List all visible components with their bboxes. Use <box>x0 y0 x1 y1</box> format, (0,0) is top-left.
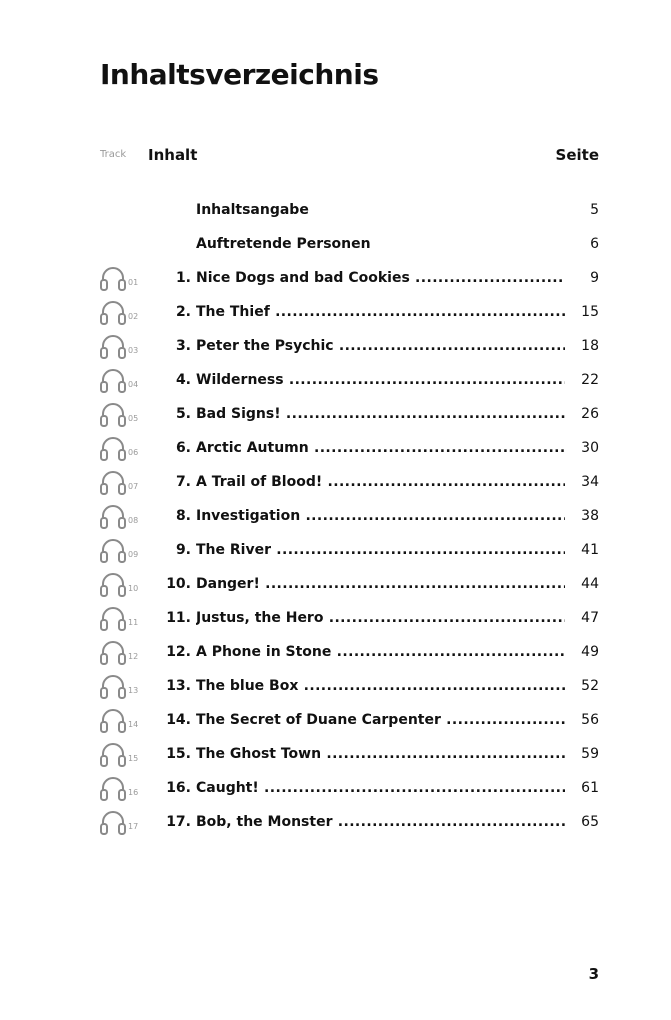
headphones-icon[interactable] <box>98 400 128 430</box>
entry-page: 9 <box>590 270 599 286</box>
entry-page: 34 <box>581 474 599 490</box>
chapter-number: 12. <box>166 644 191 660</box>
chapter-title: The Secret of Duane Carpenter <box>196 712 441 728</box>
track-column-label: Track <box>100 149 127 160</box>
track-number: 17 <box>128 822 139 831</box>
toc-entry-chapter[interactable] <box>0 366 671 396</box>
chapter-title: Peter the Psychic <box>196 338 334 354</box>
headphones-icon[interactable] <box>98 570 128 600</box>
dot-leader <box>196 474 565 496</box>
track-number: 06 <box>128 448 139 457</box>
chapter-number: 17. <box>166 814 191 830</box>
chapter-title: Arctic Autumn <box>196 440 309 456</box>
page-number: 3 <box>588 965 599 983</box>
entry-page: 18 <box>581 338 599 354</box>
toc-entry-chapter[interactable] <box>0 400 671 430</box>
chapter-number: 3. <box>175 338 191 354</box>
entry-page: 49 <box>581 644 599 660</box>
content-column-label: Inhalt <box>148 146 198 164</box>
toc-entry-chapter[interactable] <box>0 502 671 532</box>
chapter-number: 7. <box>175 474 191 490</box>
dot-leader <box>196 406 565 428</box>
chapter-number: 4. <box>175 372 191 388</box>
chapter-number: 14. <box>166 712 191 728</box>
entry-page: 38 <box>581 508 599 524</box>
chapter-number: 15. <box>166 746 191 762</box>
headphones-icon[interactable] <box>98 434 128 464</box>
chapter-title: Wilderness <box>196 372 284 388</box>
toc-entry-chapter[interactable] <box>0 706 671 736</box>
chapter-title: Investigation <box>196 508 301 524</box>
track-number: 13 <box>128 686 139 695</box>
headphones-icon[interactable] <box>98 638 128 668</box>
entry-page: 30 <box>581 440 599 456</box>
entry-page: 56 <box>581 712 599 728</box>
entry-page: 44 <box>581 576 599 592</box>
chapter-number: 10. <box>166 576 191 592</box>
headphones-icon[interactable] <box>98 774 128 804</box>
entry-page: 61 <box>581 780 599 796</box>
toc-entry-chapter[interactable] <box>0 298 671 328</box>
dot-leader <box>196 440 565 462</box>
dot-leader <box>196 576 565 598</box>
headphones-icon[interactable] <box>98 706 128 736</box>
chapter-title: Danger! <box>196 576 260 592</box>
entry-page: 65 <box>581 814 599 830</box>
dot-leader <box>196 610 565 632</box>
track-number: 08 <box>128 516 139 525</box>
chapter-title: The Ghost Town <box>196 746 322 762</box>
track-number: 10 <box>128 584 139 593</box>
headphones-icon[interactable] <box>98 536 128 566</box>
chapter-title: The blue Box <box>196 678 299 694</box>
chapter-number: 2. <box>175 304 191 320</box>
toc-entry-chapter[interactable] <box>0 638 671 668</box>
dot-leader <box>196 644 565 666</box>
chapter-title: Bob, the Monster <box>196 814 333 830</box>
dot-leader <box>196 780 565 802</box>
track-number: 11 <box>128 618 139 627</box>
chapter-title: Bad Signs! <box>196 406 281 422</box>
entry-page: 15 <box>581 304 599 320</box>
chapter-number: 16. <box>166 780 191 796</box>
dot-leader <box>196 372 565 394</box>
entry-title: Auftretende Personen <box>196 236 371 252</box>
headphones-icon[interactable] <box>98 502 128 532</box>
track-number: 09 <box>128 550 139 559</box>
dot-leader <box>196 678 565 700</box>
track-number: 04 <box>128 380 139 389</box>
page-title: Inhaltsverzeichnis <box>100 58 379 91</box>
toc-entry-chapter[interactable] <box>0 570 671 600</box>
headphones-icon[interactable] <box>98 298 128 328</box>
toc-entry-chapter[interactable] <box>0 434 671 464</box>
headphones-icon[interactable] <box>98 808 128 838</box>
headphones-icon[interactable] <box>98 332 128 362</box>
track-number: 03 <box>128 346 139 355</box>
dot-leader <box>196 746 565 768</box>
toc-entry-chapter[interactable] <box>0 808 671 838</box>
entry-page: 22 <box>581 372 599 388</box>
headphones-icon[interactable] <box>98 366 128 396</box>
dot-leader <box>196 542 565 564</box>
headphones-icon[interactable] <box>98 604 128 634</box>
track-number: 12 <box>128 652 139 661</box>
chapter-title: A Trail of Blood! <box>196 474 323 490</box>
chapter-number: 9. <box>175 542 191 558</box>
toc-entry-chapter[interactable] <box>0 264 671 294</box>
headphones-icon[interactable] <box>98 740 128 770</box>
track-number: 01 <box>128 278 139 287</box>
track-number: 02 <box>128 312 139 321</box>
toc-entry-auftretende-personen[interactable] <box>0 230 671 260</box>
entry-page: 47 <box>581 610 599 626</box>
chapter-number: 6. <box>175 440 191 456</box>
chapter-number: 1. <box>175 270 191 286</box>
chapter-number: 11. <box>166 610 191 626</box>
toc-entry-chapter[interactable] <box>0 740 671 770</box>
track-number: 15 <box>128 754 139 763</box>
toc-entry-chapter[interactable] <box>0 672 671 702</box>
toc-entry-chapter[interactable] <box>0 332 671 362</box>
chapter-title: Justus, the Hero <box>196 610 324 626</box>
toc-entry-chapter[interactable] <box>0 774 671 804</box>
track-number: 16 <box>128 788 139 797</box>
chapter-title: Nice Dogs and bad Cookies <box>196 270 410 286</box>
dot-leader <box>196 712 565 734</box>
page-column-label: Seite <box>555 146 599 164</box>
entry-page: 52 <box>581 678 599 694</box>
dot-leader <box>196 508 565 530</box>
toc-entry-chapter[interactable] <box>0 536 671 566</box>
entry-page: 5 <box>590 202 599 218</box>
dot-leader <box>196 338 565 360</box>
entry-page: 59 <box>581 746 599 762</box>
entry-title: Inhaltsangabe <box>196 202 309 218</box>
entry-page: 26 <box>581 406 599 422</box>
dot-leader <box>196 814 565 836</box>
entry-page: 6 <box>590 236 599 252</box>
headphones-icon[interactable] <box>98 672 128 702</box>
track-number: 14 <box>128 720 139 729</box>
dot-leader <box>196 270 565 292</box>
dot-leader <box>196 304 565 326</box>
track-number: 07 <box>128 482 139 491</box>
headphones-icon[interactable] <box>98 264 128 294</box>
chapter-title: The River <box>196 542 271 558</box>
entry-page: 41 <box>581 542 599 558</box>
chapter-title: A Phone in Stone <box>196 644 332 660</box>
chapter-title: The Thief <box>196 304 270 320</box>
headphones-icon[interactable] <box>98 468 128 498</box>
chapter-number: 8. <box>175 508 191 524</box>
toc-entry-chapter[interactable] <box>0 468 671 498</box>
chapter-title: Caught! <box>196 780 259 796</box>
chapter-number: 5. <box>175 406 191 422</box>
track-number: 05 <box>128 414 139 423</box>
toc-entry-inhaltsangabe[interactable] <box>0 196 671 226</box>
toc-entry-chapter[interactable] <box>0 604 671 634</box>
chapter-number: 13. <box>166 678 191 694</box>
